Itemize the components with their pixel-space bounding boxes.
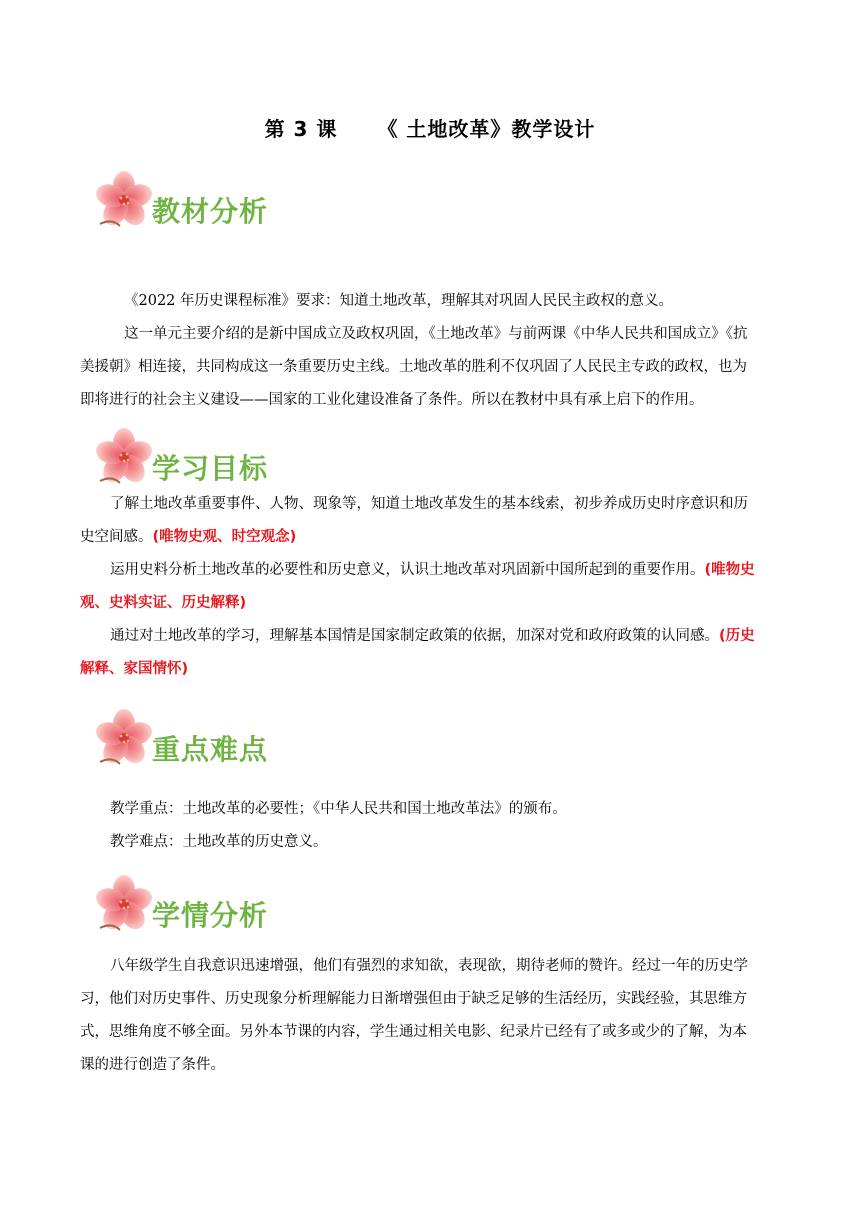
- goal-2-text: 运用史料分析土地改革的必要性和历史意义，认识土地改革对巩固新中国所起到的重要作用。: [110, 562, 705, 578]
- goal-3-text: 通过对土地改革的学习，理解基本国情是国家制定政策的依据，加深对党和政府政策的认同感。: [110, 628, 719, 644]
- learner-line4: 课的进行创造了条件。: [80, 1057, 225, 1073]
- goal-1-line2: [80, 521, 785, 554]
- title-lesson: 第 3 课: [264, 117, 338, 141]
- learner-analysis-text: [80, 950, 785, 1082]
- goal-1-text-end: 史空间感。: [80, 529, 153, 545]
- textbook-analysis-text: [80, 285, 785, 417]
- flower-icon: [90, 168, 158, 236]
- textbook-p1: 《2022 年历史课程标准》要求：知道土地改革，理解其对巩固人民民主政权的意义。: [124, 293, 674, 309]
- section-title-keypoints: 重点难点: [152, 733, 269, 766]
- goal-2-line1: [80, 554, 785, 587]
- section-heading-keypoints: [90, 706, 390, 786]
- flower-icon: [90, 706, 158, 774]
- flower-icon: [90, 872, 158, 940]
- learner-line3: 式，思维角度不够全面。另外本节课的内容，学生通过相关电影、纪录片已经有了或多或少的了解，为本: [80, 1024, 747, 1040]
- goal-1-line1: 了解土地改革重要事件、人物、现象等，知道土地改革发生的基本线索，初步养成历史时序意识和历: [110, 496, 748, 512]
- goal-2-tag-b: 观、史料实证、历史解释): [80, 595, 247, 611]
- goal-3-line1: [80, 620, 785, 653]
- textbook-p2-line3: 即将进行的社会主义建设——国家的工业化建设准备了条件。所以在教材中具有承上启下的作用。: [80, 392, 704, 408]
- key-point: 教学重点：土地改革的必要性；《中华人民共和国土地改革法》的颁布。: [110, 801, 567, 817]
- section-heading-learners: [90, 872, 390, 952]
- section-title-goals: 学习目标: [152, 452, 269, 485]
- learner-line2: 习，他们对历史事件、历史现象分析理解能力日渐增强但由于缺乏足够的生活经历，实践经验，其思维方: [80, 991, 747, 1007]
- goal-3-tag-a: (历史: [719, 628, 755, 644]
- learning-goals-text: [80, 488, 785, 686]
- goal-3-tag-b: 解释、家国情怀): [80, 661, 189, 677]
- section-title-learners: 学情分析: [152, 899, 269, 932]
- keypoints-text: [80, 793, 785, 859]
- title-name: 《 土地改革》教学设计: [377, 117, 596, 141]
- section-title-textbook: 教材分析: [152, 195, 269, 228]
- section-heading-textbook: [90, 168, 390, 248]
- goal-2-tag-a: (唯物史: [704, 562, 755, 578]
- goal-1-tag: (唯物史观、时空观念): [152, 529, 297, 545]
- document-title: [0, 113, 860, 142]
- textbook-p2-line2: 美援朝》相连接，共同构成这一条重要历史主线。土地改革的胜利不仅巩固了人民民主专政的政权，也为: [80, 359, 747, 375]
- difficult-point: 教学难点：土地改革的历史意义。: [110, 834, 328, 850]
- learner-line1: 八年级学生自我意识迅速增强，他们有强烈的求知欲，表现欲，期待老师的赞许。经过一年的历史学: [110, 958, 748, 974]
- flower-icon: [90, 425, 158, 493]
- textbook-p2-line1: 这一单元主要介绍的是新中国成立及政权巩固，《土地改革》与前两课《中华人民共和国成立》《抗: [124, 326, 748, 342]
